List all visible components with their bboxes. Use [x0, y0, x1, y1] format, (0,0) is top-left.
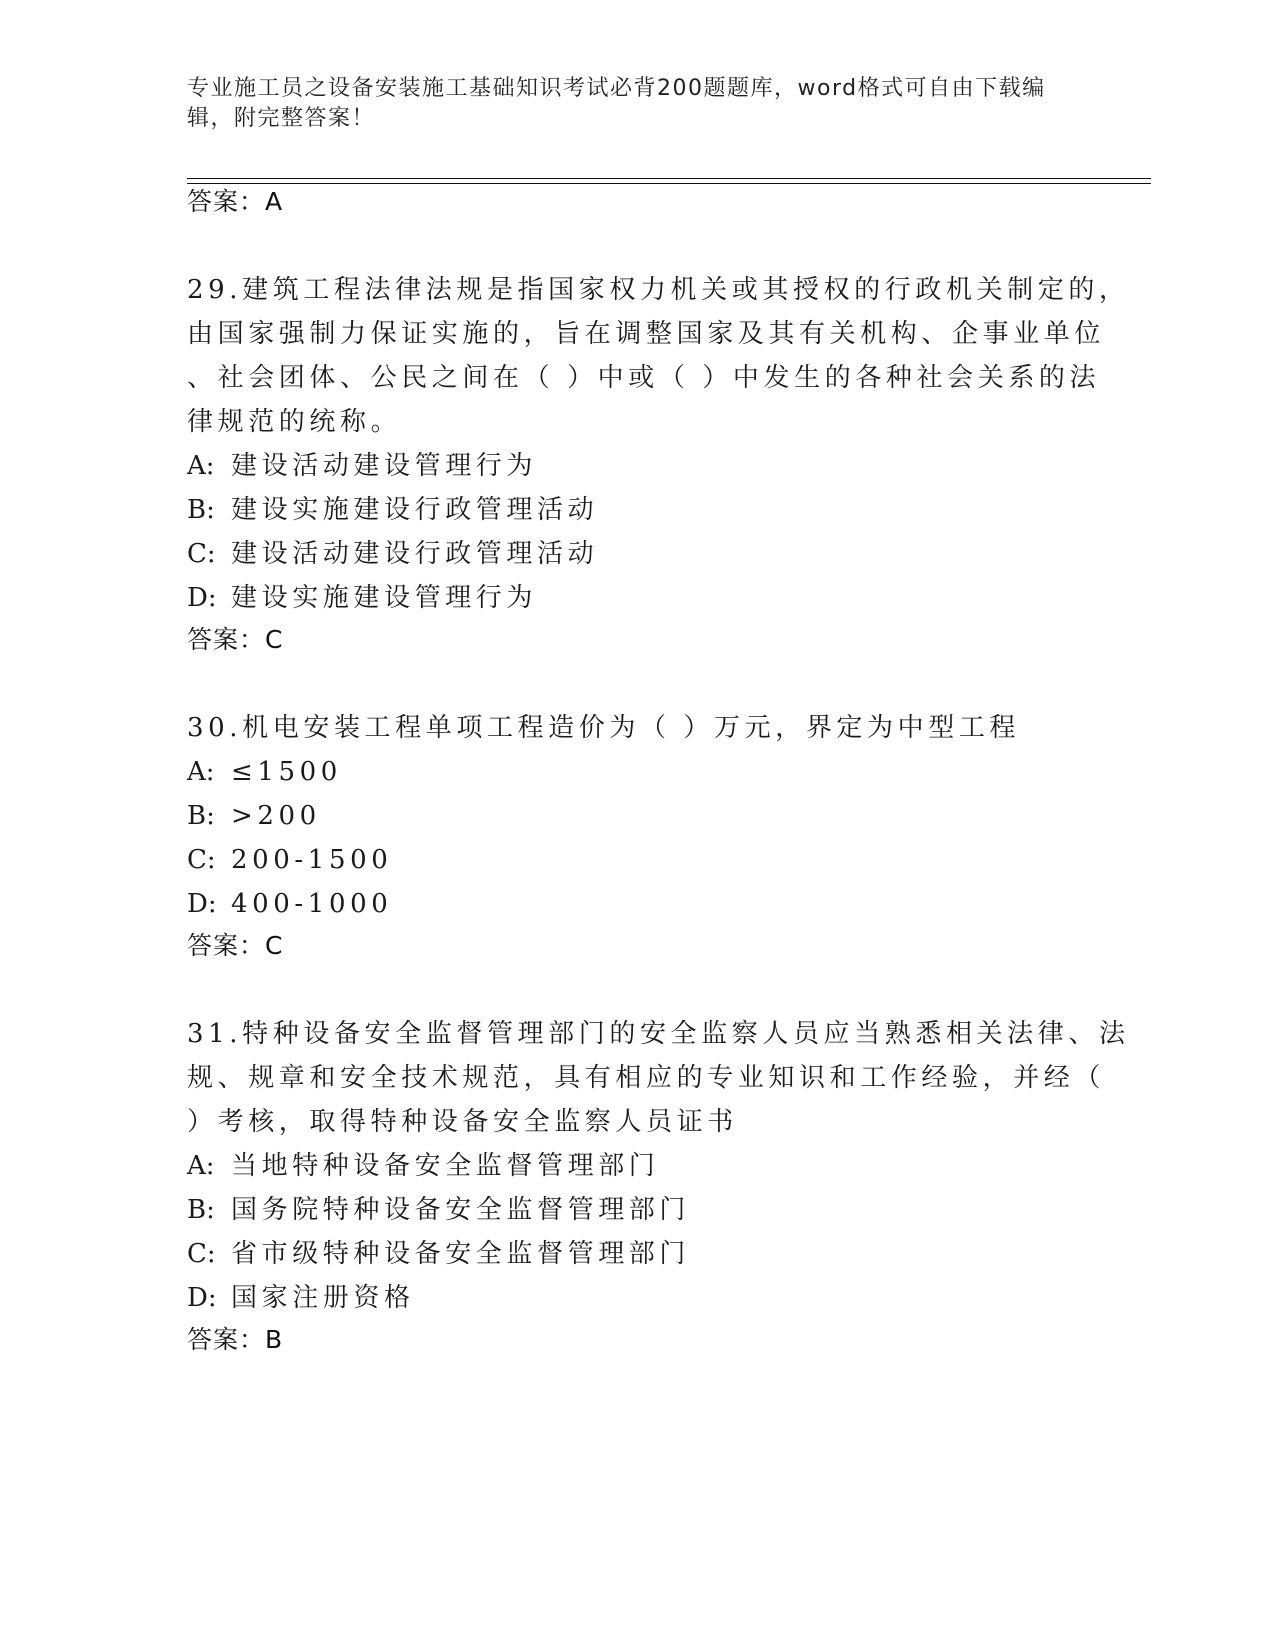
option-letter: D:	[187, 1283, 217, 1313]
option-letter: D:	[187, 583, 217, 613]
option-letter: B:	[187, 495, 215, 525]
question-31-text-line: 规、规章和安全技术规范，具有相应的专业知识和工作经验，并经（	[187, 1063, 1106, 1093]
question-31-option-d	[187, 1278, 415, 1318]
question-29-option-b	[187, 490, 598, 530]
option-text: 国务院特种设备安全监督管理部门	[231, 1195, 691, 1225]
question-31-answer: 答案：B	[187, 1325, 284, 1354]
option-letter: A:	[187, 451, 215, 481]
option-letter: D:	[187, 889, 217, 919]
option-letter: A:	[187, 757, 215, 787]
option-text: ≤1500	[231, 757, 342, 787]
option-text: 200-1500	[231, 845, 393, 875]
option-text: 国家注册资格	[231, 1283, 415, 1313]
question-29-text-line: 律规范的统称。	[187, 407, 402, 437]
question-30-option-b	[187, 796, 321, 836]
option-text: 400-1000	[231, 889, 393, 919]
option-letter: A:	[187, 1151, 215, 1181]
question-31-option-b	[187, 1190, 690, 1230]
question-31-text-line: ）考核，取得特种设备安全监察人员证书	[187, 1107, 738, 1137]
option-letter: B:	[187, 1195, 215, 1225]
question-30-option-d	[187, 884, 392, 924]
option-letter: C:	[187, 539, 216, 569]
question-29-text-line: 、社会团体、公民之间在（ ）中或（ ）中发生的各种社会关系的法	[187, 363, 1101, 393]
option-text: 省市级特种设备安全监督管理部门	[231, 1239, 691, 1269]
header-divider-bottom	[187, 183, 1151, 184]
question-30-option-c	[187, 840, 392, 880]
option-text: 建设活动建设管理行为	[231, 451, 538, 481]
answer-previous: 答案：A	[187, 187, 284, 216]
option-text: 当地特种设备安全监督管理部门	[231, 1151, 660, 1181]
option-letter: C:	[187, 845, 216, 875]
option-letter: B:	[187, 801, 215, 831]
option-letter: C:	[187, 1239, 216, 1269]
question-31-option-a	[187, 1146, 659, 1186]
question-31-text-line: 31.特种设备安全监督管理部门的安全监察人员应当熟悉相关法律、法	[187, 1019, 1130, 1049]
question-31-option-c	[187, 1234, 690, 1274]
question-29-option-a	[187, 446, 537, 486]
option-text: 建设实施建设行政管理活动	[231, 495, 599, 525]
question-30-answer: 答案：C	[187, 931, 284, 960]
option-text: 建设活动建设行政管理活动	[231, 539, 599, 569]
question-29-text-line: 29.建筑工程法律法规是指国家权力机关或其授权的行政机关制定的，	[187, 275, 1130, 305]
question-29-option-d	[187, 578, 537, 618]
question-30-text-line: 30.机电安装工程单项工程造价为（ ）万元，界定为中型工程	[187, 713, 1021, 743]
option-text: 建设实施建设管理行为	[231, 583, 538, 613]
question-30-option-a	[187, 752, 342, 792]
question-29-text-line: 由国家强制力保证实施的，旨在调整国家及其有关机构、企事业单位	[187, 319, 1106, 349]
header-divider-top	[187, 178, 1151, 179]
question-29-option-c	[187, 534, 598, 574]
document-header: 专业施工员之设备安装施工基础知识考试必背200题题库，word格式可自由下载编辑，附完整答案！	[187, 76, 1046, 131]
question-29-answer: 答案：C	[187, 625, 284, 654]
option-text: >200	[231, 801, 321, 831]
